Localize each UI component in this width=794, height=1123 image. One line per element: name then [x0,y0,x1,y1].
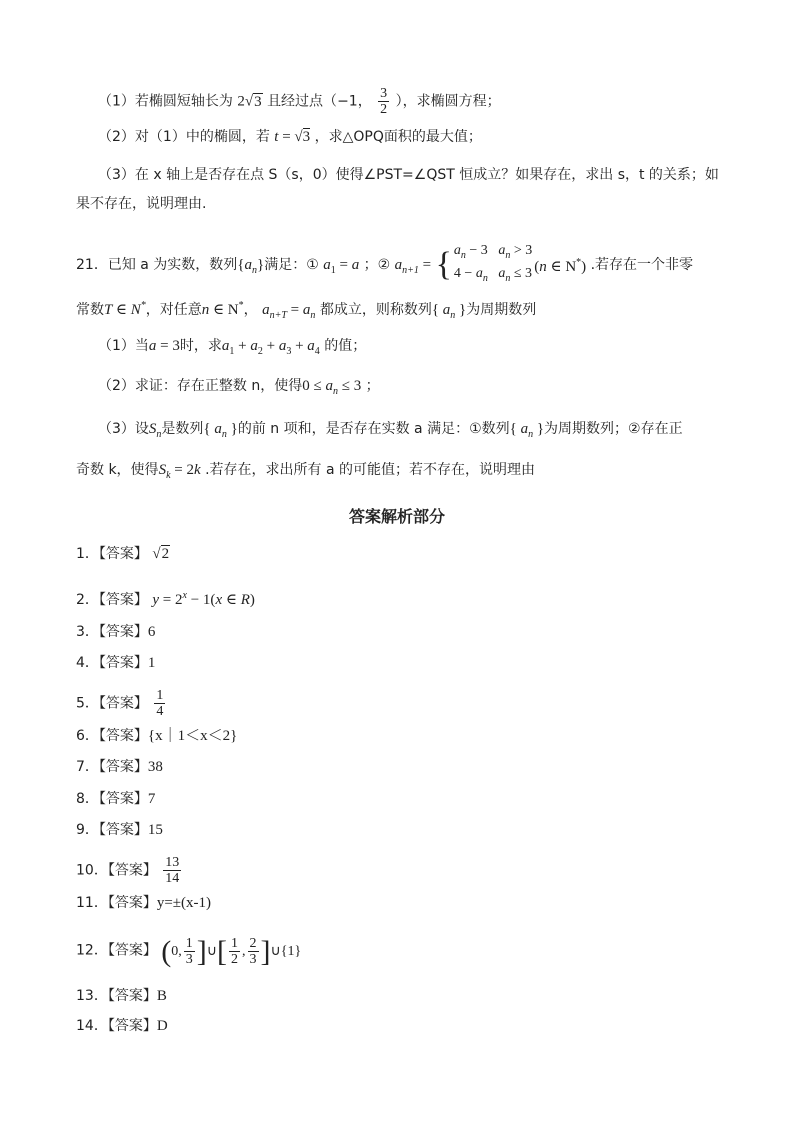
math-piecewise: { $a_n - 3$ $a_n > 3$ $4 - a_n$ $a_n \le 3$ (n ∈ N*) [435,243,587,284]
sub-question-1: （1）若椭圆短轴长为 2√3 且经过点（−1， $\frac{3}{2}$ ），求椭圆方程； [98,86,501,117]
answer-6: 6．【答案】{x｜1＜x＜2} [76,728,238,744]
answer-10: 10．【答案】 $\frac{13}{14}$ [76,855,180,886]
answer-13-value: B [156,988,167,1004]
math-T-in-N: T ∈ N* [104,300,146,318]
answer-7: 7．【答案】38 [76,759,163,775]
answer-11: 11．【答案】y=±(x-1) [76,895,212,911]
answer-6-value: {x｜1＜x＜2} [147,728,238,744]
q21-sub2: （2）求证：存在正整数 n，使得$0 \le a_n \le 3$ ； [98,378,380,397]
q21-line1: 21．已知 a 为实数，数列$\{a_n\}$满足：① $a_1 = a$ ；② $a_{n+1}$ = { $a_n - 3$ $a_n > 3$ $4 - a_n$ $a_n \le 3$ (n ∈ N*) .若存在一个非零 [76,242,693,291]
answer-9-value: 15 [147,822,163,838]
answer-12: 12．【答案】 (0, $\frac{1}{3}$ ]∪[ $\frac{1}{2}$ , $\frac{2}{3}$ ]∪{1} [76,934,302,968]
answer-5-value: $\frac{1}{4}$ [156,688,164,719]
answer-2: 2．【答案】 $y = 2^x - 1(x$ ∈ R) [76,590,255,608]
answers-title: 答案解析部分 [348,507,445,526]
math-t-eq-sqrt3: t = √3 [274,129,311,145]
math-0-le-an-le-3: $0 \le a_n \le 3$ [302,378,362,397]
q21-sub3-line1: （3）设$S_n$是数列{ $a_n$ }的前 n 项和，是否存在实数 a 满足：①数列{ $a_n$ }为周期数列；②存在正 [98,421,683,440]
q21-sub3-line2: 奇数 k，使得$S_k = 2k$ .若存在，求出所有 a 的可能值；若不存在，说明理由 [76,462,536,481]
answer-8-value: 7 [147,791,156,807]
math-sum-a1-a4: $a_1 + a_2 + a_3 + a_4$ [221,338,320,357]
q21-line2: 常数T ∈ N*，对任意n ∈ N*， $a_{n+T} = a_n$ 都成立，则称数列{ $a_n$ }为周期数列 [76,300,537,321]
math-period-cond: $a_{n+T} = a_n$ [262,302,316,321]
answer-4: 4．【答案】1 [76,655,156,671]
answer-13: 13．【答案】B [76,988,167,1004]
math-recurrence: $a_{n+1}$ = [394,256,432,276]
answer-1-value: √2 [152,546,170,562]
answer-8: 8．【答案】7 [76,791,156,807]
sub-question-3-line2: 果不存在，说明理由. [76,196,207,212]
answer-1: 1．【答案】 √2 [76,546,170,562]
sub-question-2: （2）对（1）中的椭圆，若 t = √3 ，求△OPQ面积的最大值； [98,129,482,145]
answer-14-value: D [156,1018,168,1034]
math-seq-an: $\{a_n\}$ [237,256,265,276]
answer-3-value: 6 [147,624,156,640]
answer-3: 3．【答案】6 [76,624,156,640]
math-Sk-eq-2k: $S_k = 2k$ [158,462,201,481]
answer-5: 5．【答案】 $\frac{1}{4}$ [76,688,164,719]
answer-10-value: $\frac{13}{14}$ [165,855,180,886]
answer-9: 9．【答案】15 [76,822,163,838]
q21-sub1: （1）当a = 3时，求$a_1 + a_2 + a_3 + a_4$ 的值； [98,338,367,357]
answer-4-value: 1 [147,655,156,671]
answer-2-value: $y = 2^x - 1(x$ ∈ R) [152,590,255,608]
sub-question-3-line1: （3）在 x 轴上是否存在点 S（s，0）使得∠PST=∠QST 恒成立？如果存在，求出 s，t 的关系；如 [98,167,719,183]
answer-7-value: 38 [147,759,163,775]
math-2sqrt3: 2√3 [237,93,262,110]
fraction-3-2: $\frac{3}{2}$ [380,86,388,117]
math-a1-eq-a: $a_1 = a$ [323,256,360,276]
answer-11-value: y=±(x-1) [156,895,212,911]
answer-14: 14．【答案】D [76,1018,168,1034]
answer-12-value: (0, $\frac{1}{3}$ ]∪[ $\frac{1}{2}$ , $\frac{2}{3}$ ]∪{1} [161,934,302,968]
math-n-in-N: n ∈ N* [201,300,244,318]
